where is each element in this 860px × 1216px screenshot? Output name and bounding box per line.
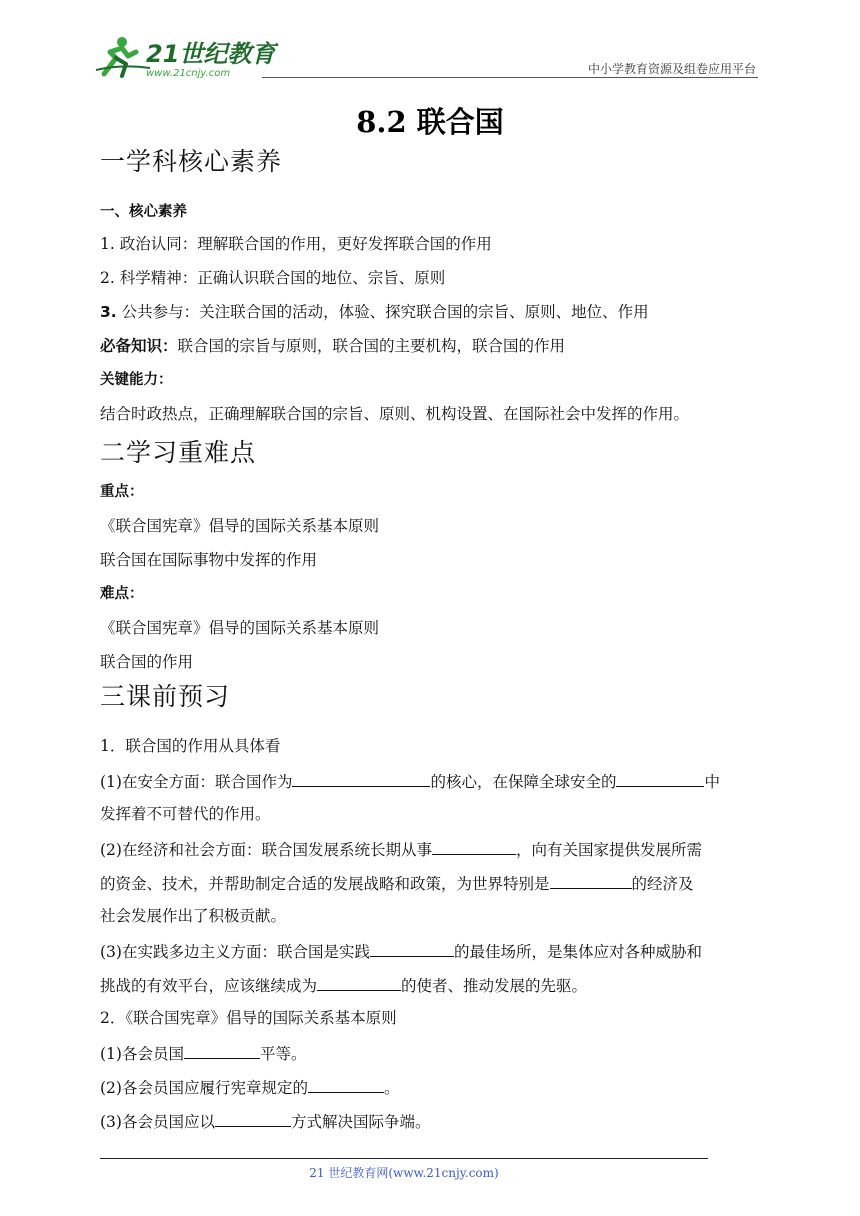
blank-field: [616, 770, 704, 787]
text-segment: 挑战的有效平台，应该继续成为: [100, 977, 318, 995]
blank-field: [317, 974, 401, 991]
q2-principle-1: [100, 1042, 306, 1064]
text-segment: (2)各会员国应履行宪章规定的: [100, 1079, 308, 1097]
blank-field: [370, 940, 454, 957]
required-knowledge-text: 联合国的宗旨与原则，联合国的主要机构，联合国的作用: [177, 337, 566, 355]
q2-principle-2: [100, 1076, 399, 1098]
text-segment: 中: [704, 773, 720, 791]
section-heading-preview: 三课前预习: [100, 682, 231, 711]
core-item-3: [100, 302, 649, 322]
core-item-3-text: 公共参与：关注联合国的活动，体验、探究联合国的宗旨、原则、地位、作用: [116, 303, 649, 321]
blank-field: [292, 770, 430, 787]
text-segment: 的经济及: [631, 875, 694, 893]
header-platform-label: 中小学教育资源及组卷应用平台: [587, 62, 756, 76]
q1-security-line: [100, 770, 720, 792]
required-knowledge: [100, 336, 565, 356]
key-points-label: 重点：: [100, 484, 144, 500]
blank-field: [184, 1042, 260, 1059]
blank-field: [550, 872, 632, 889]
q1-multilateral-line-cont: [100, 974, 587, 996]
question-2: 2．《联合国宪章》倡导的国际关系基本原则: [100, 1009, 397, 1027]
text-segment: 的最佳场所，是集体应对各种威胁和: [453, 943, 702, 961]
blank-field: [215, 1110, 291, 1127]
key-ability-text: 结合时政热点，正确理解联合国的宗旨、原则、机构设置、在国际社会中发挥的作用。: [100, 405, 690, 423]
difficult-point-2: 联合国的作用: [100, 653, 194, 671]
page-title: 8.2 联合国: [356, 105, 504, 139]
text-segment: 的资金、技术，并帮助制定合适的发展战略和政策，为世界特别是: [100, 875, 550, 893]
text-segment: 。: [383, 1079, 400, 1097]
logo-url: www.21cnjy.com: [146, 68, 231, 79]
q1-security-line-cont: 发挥着不可替代的作用。: [100, 805, 271, 823]
text-segment: 平等。: [259, 1045, 307, 1063]
section-heading-key-points: 二学习重难点: [100, 438, 257, 467]
key-point-1: 《联合国宪章》倡导的国际关系基本原则: [100, 517, 380, 535]
core-item-3-number: 3.: [100, 303, 117, 321]
header-divider: [262, 77, 758, 78]
logo-text: 21世纪教育: [146, 40, 276, 68]
text-segment: (3)各会员国应以: [100, 1113, 215, 1131]
footer-divider: [100, 1158, 708, 1159]
key-ability-label: 关键能力：: [100, 372, 173, 388]
q1-multilateral-line: [100, 940, 702, 962]
runner-logo-icon: [92, 34, 276, 80]
difficult-points-label: 难点：: [100, 586, 144, 602]
text-segment: (2)在经济和社会方面：联合国发展系统长期从事: [100, 841, 432, 859]
text-segment: (1)在安全方面：联合国作为: [100, 773, 293, 791]
difficult-point-1: 《联合国宪章》倡导的国际关系基本原则: [100, 619, 380, 637]
required-knowledge-label: 必备知识：: [100, 337, 178, 355]
core-item-2: 2. 科学精神：正确认识联合国的地位、宗旨、原则: [100, 269, 446, 287]
site-logo: [92, 34, 276, 80]
q1-economy-line: [100, 838, 702, 860]
q2-principle-3: [100, 1110, 430, 1132]
text-segment: ，向有关国家提供发展所需: [515, 841, 702, 859]
text-segment: 方式解决国际争端。: [290, 1113, 431, 1131]
section-heading-core-literacy: 一学科核心素养: [100, 147, 283, 176]
text-segment: (3)在实践多边主义方面：联合国是实践: [100, 943, 370, 961]
text-segment: 的使者、推动发展的先驱。: [401, 977, 588, 995]
q1-economy-line-cont: [100, 872, 694, 894]
core-item-1: 1. 政治认同：理解联合国的作用，更好发挥联合国的作用: [100, 235, 492, 253]
question-1: 1．联合国的作用从具体看: [100, 737, 281, 755]
text-segment: 的核心，在保障全球安全的: [430, 773, 617, 791]
core-literacy-heading: 一、核心素养: [100, 204, 187, 220]
footer-link[interactable]: 21 世纪教育网(www.21cnjy.com): [309, 1166, 499, 1180]
q1-economy-line-cont2: 社会发展作出了积极贡献。: [100, 907, 287, 925]
key-point-2: 联合国在国际事物中发挥的作用: [100, 551, 318, 569]
blank-field: [308, 1076, 384, 1093]
blank-field: [432, 838, 516, 855]
text-segment: (1)各会员国: [100, 1045, 184, 1063]
